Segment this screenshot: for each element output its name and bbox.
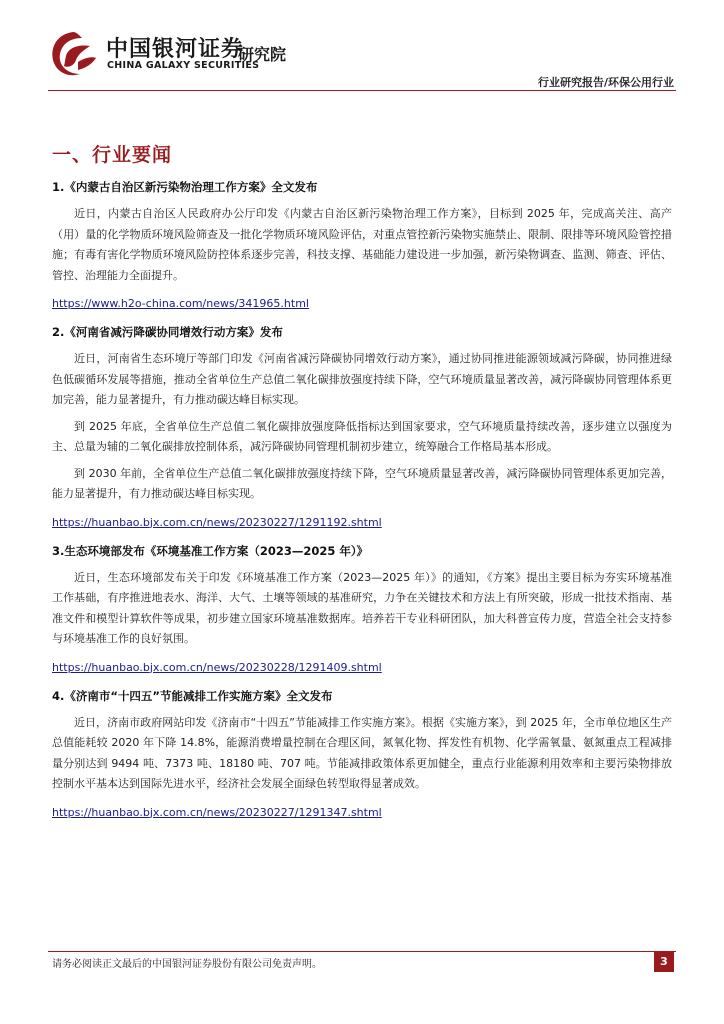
main-content [52,140,672,833]
news-item [52,324,672,531]
news-paragraph: 近日，生态环境部发布关于印发《环境基准工作方案（2023—2025 年）》的通知，《方案》提出主要目标为夯实环境基准工作基础，有序推进地表水、海洋、大气、土壤等领域的基准研究，力争在关键技术和方法上有所突破，形成一批技术指南、基准文件和模型计算软件等成果，初步建立国家环境基准数据库。培养若干专业科研团队，加大科普宣传力度，营造全社会支持参与环境基准工作的良好氛围。 [52,570,672,645]
news-item [52,688,672,821]
news-item-title: 1.《内蒙古自治区新污染物治理工作方案》全文发布 [52,180,318,194]
news-paragraph: 到 2025 年底，全省单位生产总值二氧化碳排放强度降低指标达到国家要求，空气环境质量持续改善，逐步建立以强度为主、总量为辅的二氧化碳排放控制体系，减污降碳协同管理机制初步建立，统筹融合工作格局基本形成。 [52,419,672,453]
footer-divider [48,951,676,952]
logo-english-name: CHINA GALAXY SECURITIES [107,60,260,71]
news-source-link[interactable]: https://www.h2o-china.com/news/341965.html [52,297,309,310]
news-item [52,543,672,676]
news-source-link[interactable]: https://huanbao.bjx.com.cn/news/20230227/1291347.shtml [52,805,382,819]
news-item-title: 2.《河南省减污降碳协同增效行动方案》发布 [52,325,283,339]
page-header [48,26,676,88]
report-type-label: 行业研究报告/环保公用行业 [537,76,674,89]
footer-disclaimer: 请务必阅读正文最后的中国银河证券股份有限公司免责声明。 [52,959,322,970]
news-item [52,179,672,312]
logo-chinese-name: 中国银河证券 [106,37,245,62]
institute-label: 研究院 [238,45,287,64]
news-paragraph: 近日，济南市政府网站印发《济南市“十四五”节能减排工作实施方案》。根据《实施方案》，到 2025 年，全市单位地区生产总值能耗较 2020 年下降 14.8%，能源消费增量控制在合理区间，氮氧化物、挥发性有机物、化学需氧量、氨氮重点工程减排量分别达到 9494 吨、7373 吨、18180 吨、707 吨。节能减排政策体系更加健全，重点行业能源利用效率和主要污染物排放控制水平基本达到国际先进水平，经济社会发展全面绿色转型取得显著成效。 [52,715,672,790]
news-source-link[interactable]: https://huanbao.bjx.com.cn/news/20230228/1291409.shtml [52,660,382,674]
news-paragraph: 近日，内蒙古自治区人民政府办公厅印发《内蒙古自治区新污染物治理工作方案》，目标到 2025 年，完成高关注、高产（用）量的化学物质环境风险筛查及一批化学物质环境风险评估，对重点管控新污染物实施禁止、限制、限排等环境风险管控措施；有毒有害化学物质环境风险防控体系逐步完善，科技支撑、基础能力建设进一步加强，新污染物调查、监测、筛查、评估、管控、治理能力全面提升。 [52,207,672,282]
news-source-link[interactable]: https://huanbao.bjx.com.cn/news/20230227/1291192.shtml [52,515,382,529]
news-item-title: 4.《济南市“十四五”节能减排工作实施方案》全文发布 [52,688,333,703]
header-divider [48,90,676,91]
section-title: 一、行业要闻 [52,144,173,166]
news-paragraph: 到 2030 年前，全省单位生产总值二氧化碳排放强度持续下降，空气环境质量显著改善，减污降碳协同管理体系更加完善，能力显著提升，有力推动碳达峰目标实现。 [52,466,672,500]
news-paragraph: 近日，河南省生态环境厅等部门印发《河南省减污降碳协同增效行动方案》，通过协同推进能源领域减污降碳，协同推进绿色低碳循环发展等措施，推动全省单位生产总值二氧化碳排放强度持续下降，空气环境质量显著改善，减污降碳协同管理体系更加完善，能力显著提升，有力推动碳达峰目标实现。 [52,352,672,406]
news-item-title: 3.生态环境部发布《环境基准工作方案（2023—2025 年）》 [52,543,369,558]
galaxy-logo-icon [48,30,98,78]
page-number: 3 [654,952,674,972]
